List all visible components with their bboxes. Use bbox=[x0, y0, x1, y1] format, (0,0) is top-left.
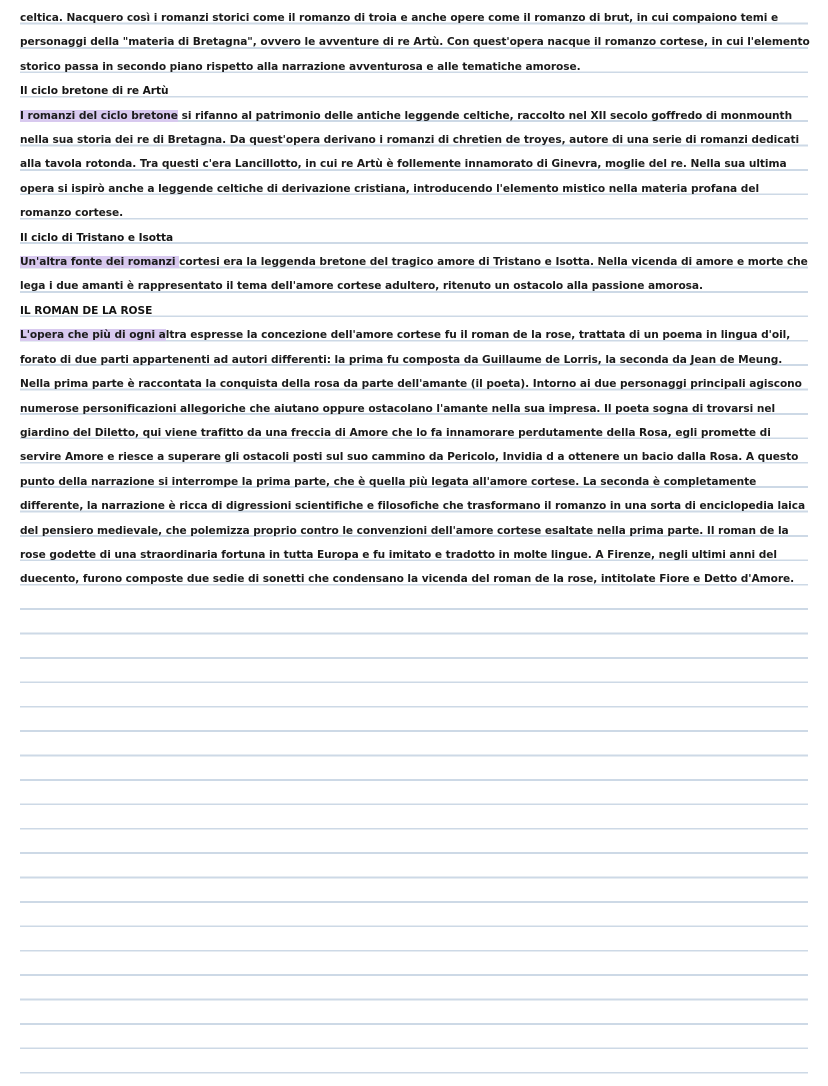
intro-paragraph: celtica. Nacquero così i romanzi storici come il romanzo di troia e anche opere come il romanzo di brut, in cui compaiono temi e personaggi della "materia di Bretagna", ovvero le avventure di re Artù. Con quest'opera nacque il romanzo cortese, in cui l'elemento storico passa in secondo piano rispetto alla narrazione avventurosa e alle tematiche amorose. bbox=[20, 12, 810, 73]
highlighted-phrase-arthur: I romanzi del ciclo bretone bbox=[20, 109, 178, 122]
notes-text bbox=[20, 6, 810, 592]
section-heading-arthur: Il ciclo bretone di re Artù bbox=[20, 85, 169, 98]
section-paragraph-tristano bbox=[20, 250, 810, 299]
section-paragraph-arthur bbox=[20, 104, 810, 226]
paragraph-body-tristano: cortesi era la leggenda bretone del tragico amore di Tristano e Isotta. Nella vicenda di amore e morte che lega i due amanti è rappresentato il tema dell'amore cortese adultero, ritenuto un ostacolo alla passione amorosa. bbox=[20, 256, 808, 293]
section-paragraph-rose bbox=[20, 323, 810, 591]
highlighted-phrase-rose: L'opera che più di ogni a bbox=[20, 329, 166, 342]
section-heading-tristano: Il ciclo di Tristano e Isotta bbox=[20, 231, 174, 244]
paragraph-body-arthur: si rifanno al patrimonio delle antiche leggende celtiche, raccolto nel XII secolo goffredo di monmounth nella sua storia dei re di Bretagna. Da quest'opera derivano i romanzi di chretien de troyes, autore di una serie di romanzi dedicati alla tavola rotonda. Tra questi c'era Lancillotto, in cui re Artù è follemente innamorato di Ginevra, moglie del re. Nella sua ultima opera si ispirò anche a leggende celtiche di derivazione cristiana, introducendo l'elemento mistico nella materia profana del romanzo cortese. bbox=[20, 109, 800, 220]
paragraph-body-rose: ltra espresse la concezione dell'amore cortese fu il roman de la rose, trattata di un poema in lingua d'oil, forato di due parti appartenenti ad autori differenti: la prima fu composta da Guillaume de Lorris, la seconda da Jean de Meung. Nella prima parte è raccontata la conquista della rosa da parte dell'amante (il poeta). Intorno ai due personaggi principali agiscono numerose personificazioni allegoriche che aiutano oppure ostacolano l'amante nella sua impresa. Il poeta sogna di trovarsi nel giardino del Diletto, qui viene trafitto da una freccia di Amore che lo fa innamorare perdutamente della Rosa, egli promette di servire Amore e riesce a superare gli ostacoli posti sul suo cammino da Pericolo, Invidia d a ottenere un bacio dalla Rosa. A questo punto della narrazione si interrompe la prima parte, che è quella più legata all'amore cortese. La seconda è completamente differente, la narrazione è ricca di digressioni scientifiche e filosofiche che trasformano il romanzo in una sorta di enciclopedia laica del pensiero medievale, che polemizza proprio contro le convenzioni dell'amore cortese esaltate nella prima parte. Il roman de la rose godette di una straordinaria fortuna in tutta Europa e fu imitato e tradotto in molte lingue. A Firenze, negli ultimi anni del duecento, furono composte due sedie di sonetti che condensano la vicenda del roman de la rose, intitolate Fiore e Detto d'Amore. bbox=[20, 329, 806, 586]
highlighted-phrase-tristano: Un'altra fonte dei romanzi bbox=[20, 256, 180, 269]
section-heading-rose: IL ROMAN DE LA ROSE bbox=[20, 304, 153, 317]
